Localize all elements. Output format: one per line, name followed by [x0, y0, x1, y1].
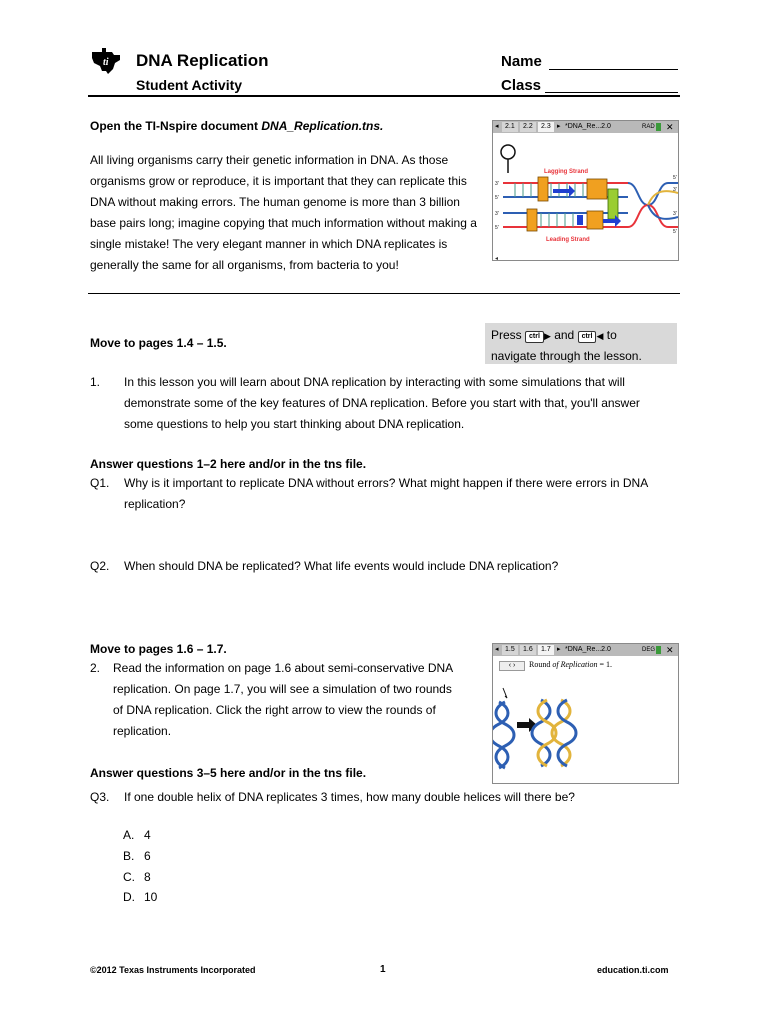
parent-helix	[493, 702, 514, 768]
name-field-line[interactable]	[549, 69, 678, 70]
question-text: When should DNA be replicated? What life events would include DNA replication?	[124, 559, 559, 573]
magnifier-icon	[501, 145, 515, 159]
question-number: Q2.	[90, 559, 110, 573]
question-q1	[90, 473, 680, 515]
section-heading-1-4: Move to pages 1.4 – 1.5.	[90, 336, 227, 350]
answer-choice-a[interactable]: A. 4	[123, 828, 151, 842]
answer-choice-d[interactable]: D. 10	[123, 890, 158, 904]
svg-text:5': 5'	[673, 229, 677, 235]
tab-1-5: 1.5	[502, 645, 518, 655]
calculator-tab-bar	[493, 121, 678, 133]
ctrl-key-icon: ctrl	[525, 331, 544, 343]
lagging-strand-label: Lagging Strand	[544, 169, 588, 175]
replication-rounds-screenshot	[492, 643, 679, 784]
open-document-instruction	[90, 119, 383, 133]
round-readout: Round of Replication = 1.	[529, 660, 612, 669]
answer-heading-1-2: Answer questions 1–2 here and/or in the tns file.	[90, 457, 367, 471]
to-text: to	[606, 328, 617, 342]
svg-text:5': 5'	[673, 175, 677, 181]
svg-text:5': 5'	[495, 195, 499, 201]
intro-paragraph: All living organisms carry their genetic information in DNA. As those organisms grow or reproduce, it is important that they can replicate this DNA without making errors. The human genome is more than 3 billion base pairs long; imagine copying that much information without making a single mistake! The very elegant manner in which DNA replicates is generally the same for all organisms, from bacteria to you!	[90, 153, 477, 272]
instruction-item-2	[90, 658, 485, 742]
svg-text:5': 5'	[495, 225, 499, 231]
page-subtitle: Student Activity	[136, 77, 243, 93]
svg-text:3': 3'	[495, 211, 499, 217]
tab-1-6: 1.6	[520, 645, 536, 655]
item-number: 2.	[90, 661, 101, 675]
item-text: Read the information on page 1.6 about semi-conservative DNA replication. On page 1.7, you will see a simulation of two rounds of DNA replication. Click the right arrow to view the rounds of replication.	[113, 661, 454, 738]
tab-scroll-left-icon: ◂	[495, 646, 499, 653]
calculator-tab-bar	[493, 644, 678, 656]
angle-mode: RAD	[642, 124, 655, 130]
section-heading-1-6: Move to pages 1.6 – 1.7.	[90, 642, 227, 656]
question-number: Q3.	[90, 790, 110, 804]
footer-copyright: ©2012 Texas Instruments Incorporated	[90, 965, 256, 975]
round-stepper[interactable]: ‹ ›	[499, 661, 525, 671]
question-q2	[90, 556, 680, 577]
footer-website-link[interactable]: education.ti.com	[597, 965, 669, 975]
replication-fork-diagram	[493, 133, 679, 261]
angle-mode: DEG	[642, 647, 656, 653]
press-text: Press	[491, 328, 522, 342]
open-prefix: Open the TI-Nspire document	[90, 119, 262, 133]
document-name: *DNA_Re...2.0	[565, 123, 611, 130]
tab-2-3: 2.3	[538, 122, 554, 132]
ctrl-key-icon-2: ctrl	[578, 331, 597, 343]
navigation-instruction-box	[485, 323, 677, 364]
section-divider	[88, 293, 680, 294]
tab-scroll-left-icon: ◂	[495, 123, 499, 130]
left-arrow-icon: ◀	[596, 331, 604, 341]
svg-text:3': 3'	[673, 187, 677, 193]
right-arrow-icon: ▶	[543, 331, 551, 341]
tab-scroll-right-icon: ▸	[557, 123, 561, 130]
battery-icon	[656, 646, 661, 654]
tab-2-2: 2.2	[520, 122, 536, 132]
answer-choice-b[interactable]: B. 6	[123, 849, 151, 863]
scroll-left-icon: ◂	[495, 256, 499, 262]
document-name: *DNA_Re...2.0	[565, 646, 611, 653]
tab-scroll-right-icon: ▸	[557, 646, 561, 653]
header-divider	[88, 95, 680, 97]
instruction-item-1	[90, 372, 680, 435]
page-title: DNA Replication	[136, 51, 269, 70]
answer-choice-c[interactable]: C. 8	[123, 870, 151, 884]
item-number: 1.	[90, 375, 101, 389]
question-text: Why is it important to replicate DNA without errors? What might happen if there were errors in DNA replication?	[124, 476, 649, 511]
navigate-text: navigate through the lesson.	[491, 349, 642, 363]
question-text: If one double helix of DNA replicates 3 times, how many double helices will there be?	[124, 790, 575, 804]
footer-page-number: 1	[380, 964, 386, 975]
svg-text:3': 3'	[495, 181, 499, 187]
answer-heading-3-5: Answer questions 3–5 here and/or in the tns file.	[90, 766, 367, 780]
tab-1-7: 1.7	[538, 645, 554, 655]
helix-replication-diagram	[493, 674, 679, 784]
class-label: Class	[501, 77, 542, 94]
svg-text:3': 3'	[673, 211, 677, 217]
class-field-line[interactable]	[545, 92, 678, 93]
cursor-icon	[503, 688, 507, 698]
close-icon: ✕	[666, 122, 674, 132]
tab-2-1: 2.1	[502, 122, 518, 132]
replication-fork-screenshot	[492, 120, 679, 261]
open-filename: DNA_Replication.tns.	[261, 119, 384, 133]
and-text: and	[554, 328, 575, 342]
leading-strand-label: Leading Strand	[546, 237, 590, 243]
close-icon: ✕	[666, 645, 674, 655]
question-q3	[90, 787, 680, 808]
item-text: In this lesson you will learn about DNA replication by interacting with some simulations that will demonstrate some of the key features of DNA replication. Before you start with that, you'll answer some questions to help you start thinking about DNA replication.	[124, 375, 640, 431]
battery-icon	[656, 123, 661, 131]
question-number: Q1.	[90, 476, 110, 490]
name-label: Name	[501, 53, 542, 70]
texas-instruments-logo-icon	[90, 46, 122, 76]
svg-text:ti: ti	[103, 57, 109, 68]
